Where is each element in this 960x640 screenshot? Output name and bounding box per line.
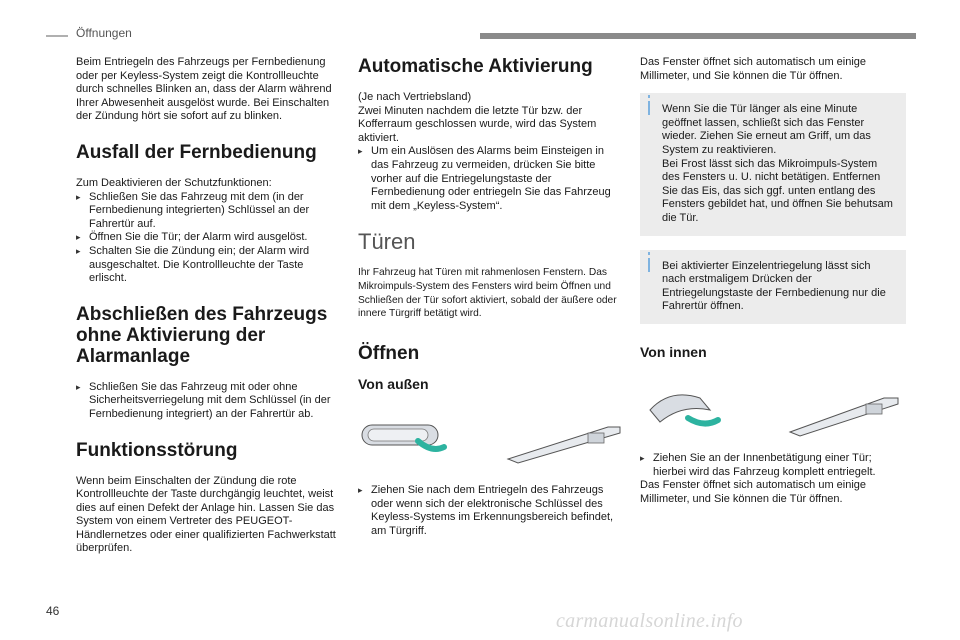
heading-abschliessen: Abschließen des Fahrzeugs ohne Aktivierung der Alarmanlage bbox=[76, 303, 328, 367]
ausfall-intro: Zum Deaktivieren der Schutzfunktionen: bbox=[76, 176, 272, 189]
list-item: ▸ Um ein Auslösen des Alarms beim Einsteigen in das Fahrzeug zu vermeiden, drücken Sie bitte vorher auf die Entriegelungstaste der Fernbedienung oder entriegeln Sie das Fahrzeug mit dem „Keyless-System“. bbox=[358, 145, 622, 213]
heading-stoerung: Funktionsstörung bbox=[76, 439, 238, 461]
innen-list bbox=[640, 452, 906, 479]
info-icon bbox=[648, 258, 650, 272]
list-item: ▸ Ziehen Sie an der Innenbetätigung einer Tür; hierbei wird das Fahrzeug komplett entriegelt. bbox=[640, 452, 906, 479]
heading-aussen: Von außen bbox=[358, 375, 429, 392]
auto-text: Zwei Minuten nachdem die letzte Tür bzw. der Kofferraum geschlossen wurde, wird das System aktiviert. bbox=[358, 104, 597, 144]
header-divider bbox=[46, 35, 68, 37]
list-item: ▸ Ziehen Sie nach dem Entriegeln des Fahrzeugs oder wenn sich der elektronische Schlüssel des Keyless-Systems im Erkennungsbereich befindet, am Türgriff. bbox=[358, 484, 622, 538]
auto-note: (Je nach Vertriebsland) bbox=[358, 91, 472, 103]
column-2 bbox=[358, 56, 622, 548]
door-handle-inside-illustration bbox=[640, 380, 910, 440]
note-1-text: Wenn Sie die Tür länger als eine Minute geöffnet lassen, schließt sich das Fenster wieder. Ziehen Sie erneut am Griff, um das System zu reaktivieren. Bei Frost lässt sich das Mikroimpuls-System des Fensters u. U. nicht betätigen. Entfernen Sie das Eis, das sich ggf. unten entlang des Fensters gebildet hat, und öffnen Sie behutsam die Tür. bbox=[662, 103, 893, 224]
list-item: ▸ Schließen Sie das Fahrzeug mit oder ohne Sicherheitsverriegelung mit dem Schlüssel (in der Fernbedienung integriert) an der Fahrertür ab. bbox=[76, 381, 338, 422]
info-note-1 bbox=[640, 93, 906, 235]
stoerung-text: Wenn beim Einschalten der Zündung die rote Kontrollleuchte der Taste durchgängig leuchtet, weist dies auf einen Defekt der Anlage hin. Lassen Sie das System von einem Vertreter des PEUGEOT-Händlernetzes oder einer qualifizierten Fachwerkstatt überprüfen. bbox=[76, 474, 336, 555]
auto-list bbox=[358, 145, 622, 213]
list-item: ▸ Öffnen Sie die Tür; der Alarm wird ausgelöst. bbox=[76, 231, 338, 245]
page-number: 46 bbox=[46, 604, 60, 618]
column-1 bbox=[76, 56, 338, 566]
heading-tueren: Türen bbox=[358, 229, 416, 255]
section-title: Öffnungen bbox=[76, 26, 132, 40]
heading-innen: Von innen bbox=[640, 343, 707, 360]
note-2-text: Bei aktivierter Einzelentriegelung lässt sich nach erstmaligem Drücken der Entriegelungstaste der Fernbedienung nur die Fahrertür öffnen. bbox=[662, 259, 886, 313]
heading-ausfall: Ausfall der Fernbedienung bbox=[76, 141, 317, 163]
tueren-text: Ihr Fahrzeug hat Türen mit rahmenlosen Fenstern. Das Mikroimpuls-System des Fensters wird beim Öffnen und Schließen der Tür sofort aktiviert, sobald der äußere oder innere Türgriff betätigt wird. bbox=[358, 267, 617, 320]
ausfall-list bbox=[76, 191, 338, 286]
info-icon bbox=[648, 101, 650, 115]
abschliessen-list bbox=[76, 381, 338, 422]
header-bar bbox=[480, 33, 916, 39]
aussen-list bbox=[358, 484, 622, 538]
list-item: ▸ Schließen Sie das Fahrzeug mit dem (in der Fernbedienung integrierten) Schlüssel an der Fahrertür auf. bbox=[76, 191, 338, 232]
top-text: Das Fenster öffnet sich automatisch um einige Millimeter, und Sie können die Tür öffnen. bbox=[640, 56, 867, 82]
heading-auto: Automatische Aktivierung bbox=[358, 56, 593, 77]
info-note-2 bbox=[640, 250, 906, 324]
intro-text: Beim Entriegeln des Fahrzeugs per Fernbedienung oder per Keyless-System zeigt die Kontrollleuchte durch schnelles Blinken an, dass der Alarm während Ihrer Abwesenheit ausgelöst wurde. Bei Einschalten der Zündung hört sie sofort auf zu blinken. bbox=[76, 56, 332, 123]
list-item: ▸ Schalten Sie die Zündung ein; der Alarm wird ausgeschaltet. Die Kontrollleuchte der Taste erlischt. bbox=[76, 245, 338, 286]
innen-text: Das Fenster öffnet sich automatisch um einige Millimeter, und Sie können die Tür öffnen. bbox=[640, 479, 867, 505]
heading-oeffnen: Öffnen bbox=[358, 342, 420, 364]
door-handle-outside-illustration bbox=[358, 411, 628, 471]
watermark: carmanualsonline.info bbox=[556, 610, 743, 632]
column-3 bbox=[640, 56, 906, 516]
